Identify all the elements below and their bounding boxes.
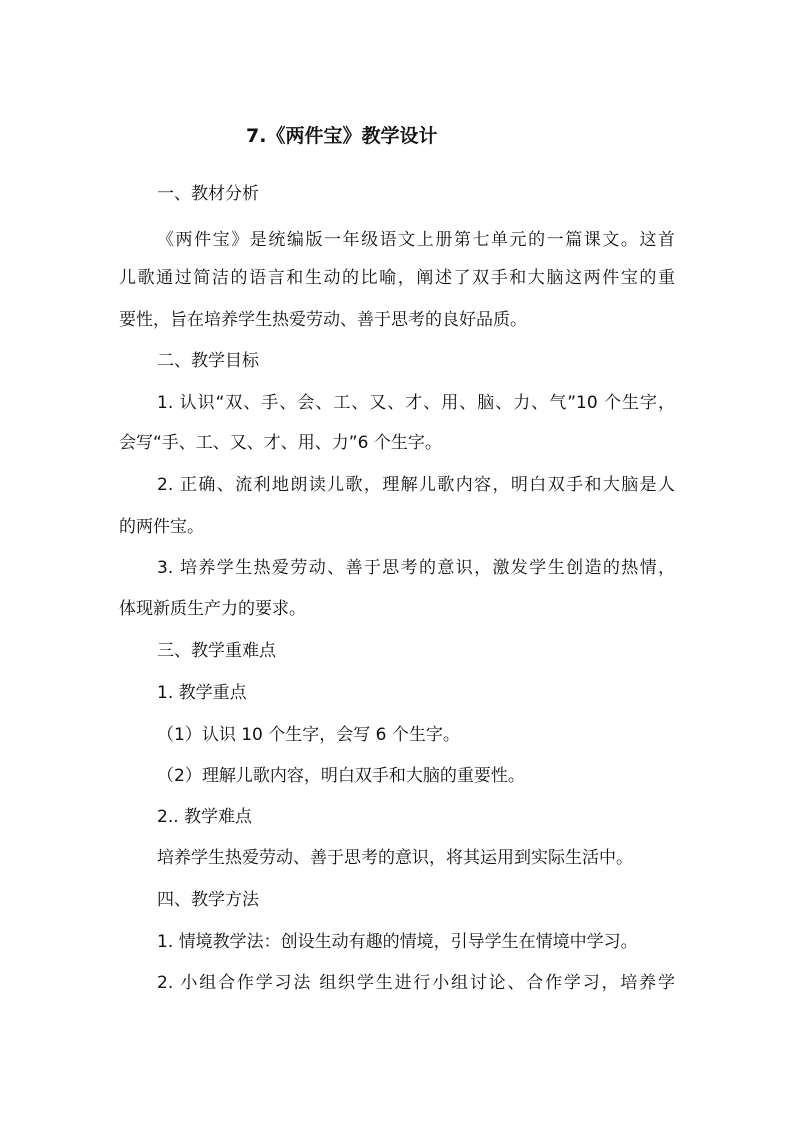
goal-item-2-line: 的两件宝。 <box>119 517 204 537</box>
section-heading-teaching-methods: 四、教学方法 <box>157 890 259 910</box>
paragraph-text: 《两件宝》是统编版一年级语文上册第七单元的一篇课文。这首 <box>157 230 675 250</box>
section-heading-textbook-analysis: 一、教材分析 <box>157 184 259 204</box>
paragraph-line <box>157 229 675 251</box>
goal-item-2-text: 2. 正确、流利地朗读儿歌，理解儿歌内容，明白双手和大脑是人 <box>157 475 675 495</box>
key-point-item-1: （1）认识 10 个生字，会写 6 个生字。 <box>157 725 460 745</box>
difficult-point-text: 培养学生热爱劳动、善于思考的意识，将其运用到实际生活中。 <box>157 848 633 868</box>
section-heading-teaching-goals: 二、教学目标 <box>157 351 259 371</box>
method-item-2-text: 2. 小组合作学习法 组织学生进行小组讨论、合作学习，培养学 <box>157 973 675 993</box>
section-heading-key-points: 三、教学重难点 <box>157 641 276 661</box>
goal-item-3-line <box>157 557 675 579</box>
paragraph-text: 儿歌通过简洁的语言和生动的比喻，阐述了双手和大脑这两件宝的重 <box>119 268 675 288</box>
goal-item-2-line <box>157 474 675 496</box>
method-item-1: 1. 情境教学法：创设生动有趣的情境，引导学生在情境中学习。 <box>157 932 638 952</box>
key-point-item-2: （2）理解儿歌内容，明白双手和大脑的重要性。 <box>157 766 525 786</box>
paragraph-line: 要性，旨在培养学生热爱劳动、善于思考的良好品质。 <box>119 310 527 330</box>
goal-item-3-text: 3. 培养学生热爱劳动、善于思考的意识，激发学生创造的热情， <box>157 558 675 578</box>
goal-item-1-text: 1. 认识“双、手、会、工、又、才、用、脑、力、气”10 个生字， <box>157 393 675 413</box>
goal-item-3-line: 体现新质生产力的要求。 <box>119 599 306 619</box>
goal-item-1-line <box>157 392 675 414</box>
method-item-2-line <box>157 972 675 994</box>
goal-item-1-line: 会写“手、工、又、才、用、力”6 个生字。 <box>119 433 442 453</box>
paragraph-line <box>119 267 675 289</box>
subheading-difficult-point: 2.. 教学难点 <box>157 807 253 827</box>
subheading-key-point: 1. 教学重点 <box>157 683 247 703</box>
document-title: 7.《两件宝》教学设计 <box>246 125 438 147</box>
